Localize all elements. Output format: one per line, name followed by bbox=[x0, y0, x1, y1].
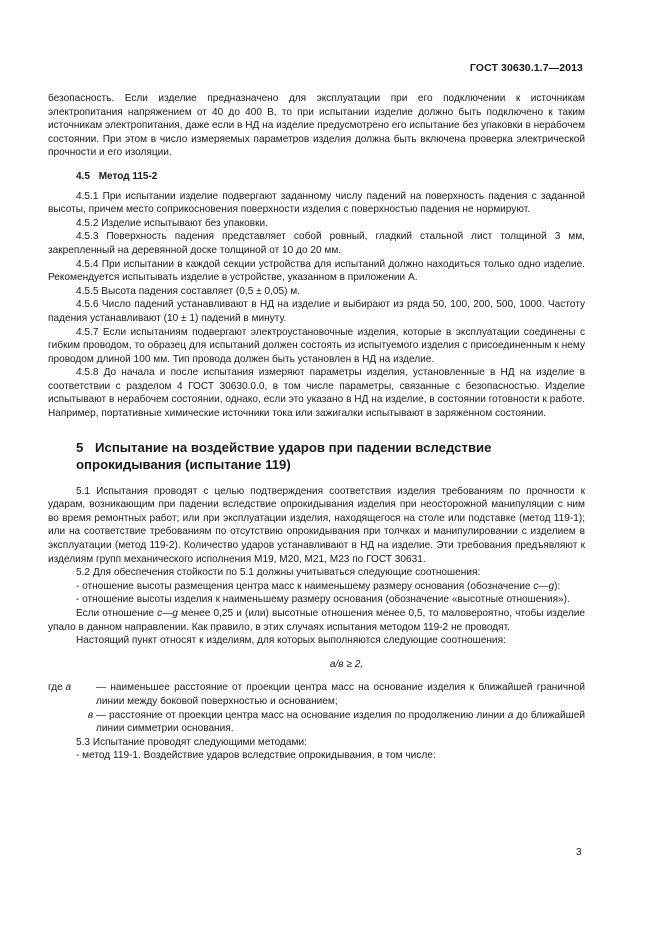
definition-b bbox=[48, 709, 585, 736]
section-5-heading bbox=[48, 439, 585, 473]
standard-header: ГОСТ 30630.1.7—2013 bbox=[469, 62, 583, 74]
ratio-item-1 bbox=[48, 580, 585, 594]
applies-paragraph: Настоящий пункт относят к изделиям, для которых выполняются следующие соотношения: bbox=[76, 635, 506, 647]
definition-b-pre: — расстояние от проекции центра масс на основание изделия по продолжению линии bbox=[96, 709, 508, 721]
definition-b-line-symbol: а bbox=[507, 709, 514, 721]
definition-a-symbol: а bbox=[65, 682, 72, 694]
intro-paragraph: безопасность. Если изделие предназначено для эксплуатации при его подключении к источникам электропитания напряжением от 40 до 400 В, то при испытании изделие должно быть подключено к таким источникам электропитания, даже если в НД на изделие предусмотрено его испытание без упаковки в нерабочем состоянии. При этом в число измеряемых параметров изделия должна быть включена проверка электрической прочности и его изоляции. bbox=[48, 93, 586, 159]
clause-4-5-1: 4.5.1 При испытании изделие подвергают заданному числу падений на поверхность падения с заданной высоты, причем место соприкосновения поверхности изделия с поверхностью падения не нормируют. bbox=[48, 190, 585, 216]
section-4-5-number: 4.5 bbox=[76, 170, 90, 182]
section-5-title: Испытание на воздействие ударов при падении вследствие опрокидывания (испытание 119) bbox=[76, 439, 492, 472]
definition-b-text bbox=[96, 709, 585, 736]
clause-4-5-7: 4.5.7 Если испытаниям подвергают электроустановочные изделия, которые в эксплуатации соединены с гибким проводом, то образец для испытаний должен состоять из испытуемого изделия с присоединенным к нему проводом длиной 100 мм. Тип провода должен быть установлен в НД на изделие. bbox=[48, 326, 585, 365]
ratio-item-2: - отношение высоты изделия к наименьшему размеру основания (обозначение «высотные отношения»). bbox=[76, 594, 570, 606]
cg-text-post: менее 0,25 и (или) высотные отношения менее 0,5, то маловероятно, чтобы изделие упало в данном направлении. Как правило, в этих случаях испытания методом 119-2 не проводят. bbox=[48, 608, 585, 633]
section-4-5-title: Метод 115-2 bbox=[98, 170, 158, 182]
cg-paragraph bbox=[48, 607, 585, 634]
clause-5-3: 5.3 Испытание проводят следующими методами: bbox=[76, 736, 307, 748]
cg-text-pre: Если отношение bbox=[76, 608, 158, 619]
clause-4-5-8: 4.5.8 До начала и после испытания измеряют параметры изделия, установленные в НД на изделие в соответствии с разделом 4 ГОСТ 30630.0.0, в том числе параметры, связанные с безопасностью. Изделие испытывают в нерабочем состоянии, однако, если это указано в НД на изделие, в состоянии готовности к работе. Например, портативные химические источники тока или зажигалки испытывают в заряженном состоянии. bbox=[48, 367, 585, 420]
ratio-1-close: ): bbox=[554, 580, 561, 592]
definition-b-label bbox=[48, 709, 96, 736]
page-number: 3 bbox=[576, 847, 582, 858]
ratio-1-text: - отношение высоты размещения центра масс к наименьшему размеру основания (обозначение bbox=[76, 580, 534, 592]
clause-5-2: 5.2 Для обеспечения стойкости по 5.1 должны учитываться следующие соотношения: bbox=[76, 567, 481, 579]
formula: a/в ≥ 2, bbox=[329, 658, 364, 670]
method-119-1: - метод 119-1. Воздействие ударов вследствие опрокидывания, в том числе: bbox=[76, 750, 436, 762]
definition-a-text bbox=[96, 681, 585, 708]
section-5-number: 5 bbox=[76, 439, 84, 455]
definition-a-body: — наименьшее расстояние от проекции центра масс на основание изделия к ближайшей граничной линии между боковой поверхностью и основанием; bbox=[96, 682, 585, 707]
ratio-1-symbol: c—g bbox=[533, 580, 555, 592]
definition-b-symbol: в bbox=[87, 709, 94, 721]
definition-a-label bbox=[48, 681, 96, 708]
section-4-5-heading bbox=[48, 170, 585, 184]
clause-5-1: 5.1 Испытания проводят с целью подтверждения соответствия изделия требованиям по прочности к ударам, возникающим при падении вследствие опрокидывания изделия при неосторожной манипуляции с ним во время ремонтных работ; или при эксплуатации изделия, находящегося на столе или подставке (метод 119-1); или на соответствие требованиям по отсутствию опрокидывания при толчках и манипулировании с изделием в эксплуатации (метод 119-2). Количество ударов устанавливают в НД на изделие. Эти требования предъявляют к изделиям групп механического исполнения М19, М20, М21, М23 по ГОСТ 30631. bbox=[48, 485, 585, 565]
definitions bbox=[48, 681, 585, 735]
definition-b-post: до ближайшей линии симметрии основания. bbox=[96, 709, 585, 735]
definition-a bbox=[48, 681, 585, 708]
clause-4-5-6: 4.5.6 Число падений устанавливают в НД на изделие и выбирают из ряда 50, 100, 200, 500, 1000. Частоту падения устанавливают (10 ± 1) падений в минуту. bbox=[48, 299, 585, 324]
clause-4-5-5: 4.5.5 Высота падения составляет (0,5 ± 0,05) м. bbox=[76, 285, 301, 297]
clause-4-5-4: 4.5.4 При испытании в каждой секции устройства для испытаний должно находиться только одно изделие. Рекомендуется испытывать изделие в устройстве, указанном в приложении А. bbox=[48, 258, 585, 284]
definition-b-body bbox=[96, 709, 585, 736]
document-body bbox=[48, 92, 585, 763]
clause-4-5-2: 4.5.2 Изделие испытывают без упаковки. bbox=[76, 217, 268, 229]
cg-symbol: c—g bbox=[157, 608, 178, 619]
clause-4-5-3: 4.5.3 Поверхность падения представляет собой ровный, гладкий стальной лист толщиной 3 мм, закрепленный на деревянной доске толщиной от 10 до 20 мм. bbox=[48, 231, 585, 256]
where-label: где bbox=[48, 682, 63, 694]
